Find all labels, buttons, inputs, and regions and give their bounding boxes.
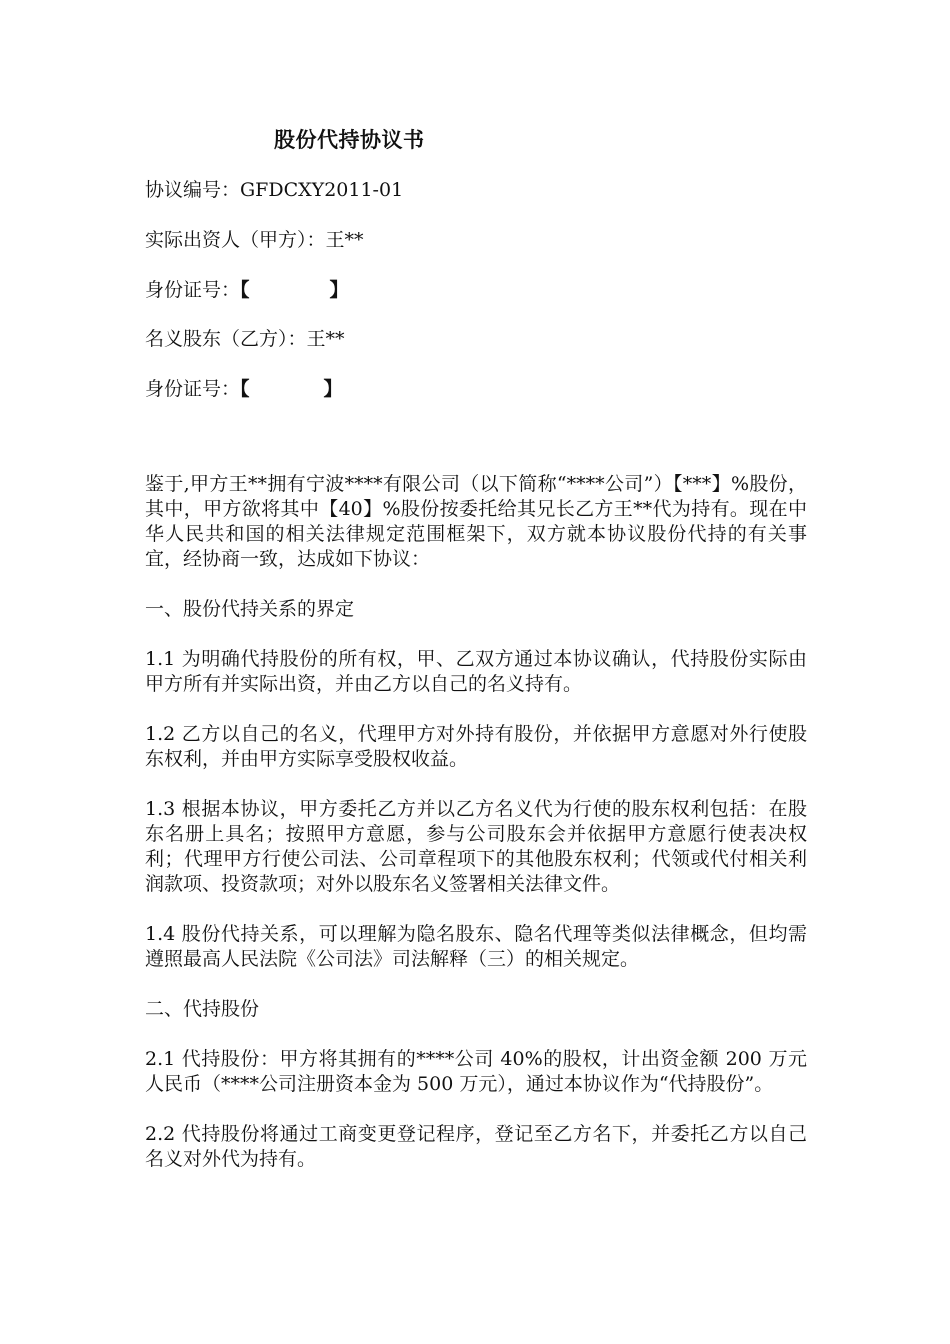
clause-1-2: 1.2 乙方以自己的名义，代理甲方对外持有股份，并依据甲方意愿对外行使股东权利，并由甲方实际享受股权收益。: [145, 723, 807, 770]
section-heading-1: 一、股份代持关系的界定: [145, 598, 355, 620]
clause-2-2: 2.2 代持股份将通过工商变更登记程序，登记至乙方名下，并委托乙方以自己名义对外代为持有。: [145, 1123, 807, 1170]
clause-1-3: 1.3 根据本协议，甲方委托乙方并以乙方名义代为行使的股东权利包括：在股东名册上具名；按照甲方意愿，参与公司股东会并依据甲方意愿行使表决权利；代理甲方行使公司法、公司章程项下的其他股东权利；代领或代付相关利润款项、投资款项；对外以股东名义签署相关法律文件。: [145, 798, 807, 895]
id-number-party-a: [145, 275, 349, 302]
id-bracket-close-b: 】: [323, 378, 343, 400]
agreement-body: [145, 472, 807, 1197]
id-bracket-open-b: 【: [240, 378, 250, 400]
id-bracket-open-a: 【: [240, 279, 250, 301]
section-heading-2: 二、代持股份: [145, 998, 260, 1020]
actual-investor: 实际出资人（甲方）：王**: [145, 229, 364, 251]
id-label-party-b: 身份证号：: [145, 378, 241, 400]
clause-1-4: 1.4 股份代持关系，可以理解为隐名股东、隐名代理等类似法律概念，但均需遵照最高人民法院《公司法》司法解释（三）的相关规定。: [145, 923, 807, 970]
id-label-party-a: 身份证号：: [145, 279, 241, 301]
preamble-paragraph: 鉴于,甲方王**拥有宁波****有限公司（以下简称“****公司”）【***】%股份，其中，甲方欲将其中【40】%股份按委托给其兄长乙方王**代为持有。现在中华人民共和国的相关法律规定范围框架下，双方就本协议股份代持的有关事宜，经协商一致，达成如下协议：: [145, 473, 807, 570]
document-title: 股份代持协议书: [274, 127, 425, 152]
nominal-shareholder: 名义股东（乙方）：王**: [145, 328, 345, 350]
clause-2-1: 2.1 代持股份：甲方将其拥有的****公司 40%的股权，计出资金额 200 万元人民币（****公司注册资本金为 500 万元），通过本协议作为“代持股份”。: [145, 1048, 807, 1095]
id-number-party-b: [145, 374, 343, 401]
id-bracket-close-a: 】: [329, 279, 349, 301]
agreement-number: 协议编号：GFDCXY2011-01: [145, 179, 404, 201]
clause-1-1: 1.1 为明确代持股份的所有权，甲、乙双方通过本协议确认，代持股份实际由甲方所有并实际出资，并由乙方以自己的名义持有。: [145, 648, 807, 695]
